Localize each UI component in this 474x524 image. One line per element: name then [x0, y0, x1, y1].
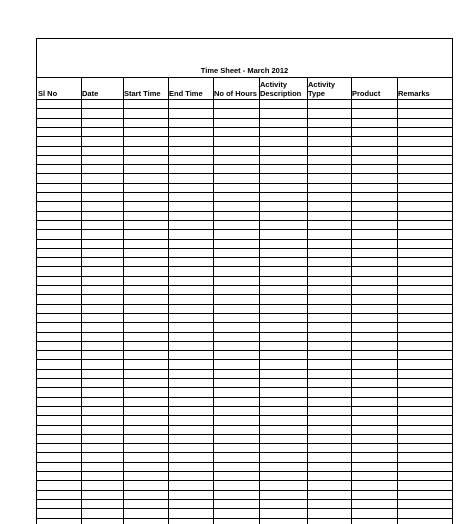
table-row[interactable]	[37, 294, 452, 295]
header-label: Date	[82, 89, 99, 98]
table-row[interactable]	[37, 136, 452, 137]
column-divider	[307, 77, 308, 524]
table-row[interactable]	[37, 248, 452, 249]
header-label: No of Hours	[214, 89, 257, 98]
header-remarks	[397, 77, 453, 99]
table-row[interactable]	[37, 220, 452, 221]
column-divider	[168, 77, 169, 524]
table-row[interactable]	[37, 118, 452, 119]
header-activity-description	[259, 77, 307, 99]
header-label: Activity Description	[260, 80, 302, 98]
table-row[interactable]	[37, 387, 452, 388]
header-sl-no	[37, 77, 81, 99]
table-row[interactable]	[37, 155, 452, 156]
column-divider	[351, 77, 352, 524]
table-row[interactable]	[37, 304, 452, 305]
table-row[interactable]	[37, 322, 452, 323]
table-row[interactable]	[37, 285, 452, 286]
table-row[interactable]	[37, 164, 452, 165]
table-row[interactable]	[37, 201, 452, 202]
table-row[interactable]	[37, 443, 452, 444]
table-row[interactable]	[37, 425, 452, 426]
header-bottom-border	[37, 99, 452, 100]
table-row[interactable]	[37, 239, 452, 240]
table-row[interactable]	[37, 332, 452, 333]
table-row[interactable]	[37, 257, 452, 258]
table-row[interactable]	[37, 211, 452, 212]
table-row[interactable]	[37, 350, 452, 351]
table-row[interactable]	[37, 490, 452, 491]
table-row[interactable]	[37, 192, 452, 193]
header-label: End Time	[169, 89, 203, 98]
table-row[interactable]	[37, 415, 452, 416]
header-label: Start Time	[124, 89, 161, 98]
column-divider	[259, 77, 260, 524]
table-row[interactable]	[37, 378, 452, 379]
table-row[interactable]	[37, 452, 452, 453]
table-row[interactable]	[37, 480, 452, 481]
table-row[interactable]	[37, 518, 452, 519]
table-row[interactable]	[37, 369, 452, 370]
table-row[interactable]	[37, 229, 452, 230]
table-row[interactable]	[37, 359, 452, 360]
table-row[interactable]	[37, 146, 452, 147]
table-row[interactable]	[37, 434, 452, 435]
header-end-time	[168, 77, 213, 99]
table-row[interactable]	[37, 313, 452, 314]
header-label: Sl No	[38, 89, 58, 98]
header-start-time	[123, 77, 168, 99]
table-row[interactable]	[37, 499, 452, 500]
table-row[interactable]	[37, 462, 452, 463]
sheet-title: Time Sheet - March 2012	[200, 66, 289, 75]
table-row[interactable]	[37, 276, 452, 277]
table-row[interactable]	[37, 397, 452, 398]
table-row[interactable]	[37, 183, 452, 184]
header-activity-type	[307, 77, 351, 99]
header-date	[81, 77, 123, 99]
table-row[interactable]	[37, 508, 452, 509]
table-row[interactable]	[37, 266, 452, 267]
header-product	[351, 77, 397, 99]
column-divider	[123, 77, 124, 524]
table-row[interactable]	[37, 108, 452, 109]
table-row[interactable]	[37, 471, 452, 472]
header-label: Remarks	[398, 89, 430, 98]
column-divider	[397, 77, 398, 524]
table-row[interactable]	[37, 341, 452, 342]
column-divider	[213, 77, 214, 524]
table-row[interactable]	[37, 406, 452, 407]
header-label: Activity Type	[308, 80, 336, 98]
header-label: Product	[352, 89, 381, 98]
header-no-of-hours	[213, 77, 259, 99]
time-sheet	[36, 38, 453, 524]
column-divider	[81, 77, 82, 524]
table-row[interactable]	[37, 173, 452, 174]
table-row[interactable]	[37, 127, 452, 128]
